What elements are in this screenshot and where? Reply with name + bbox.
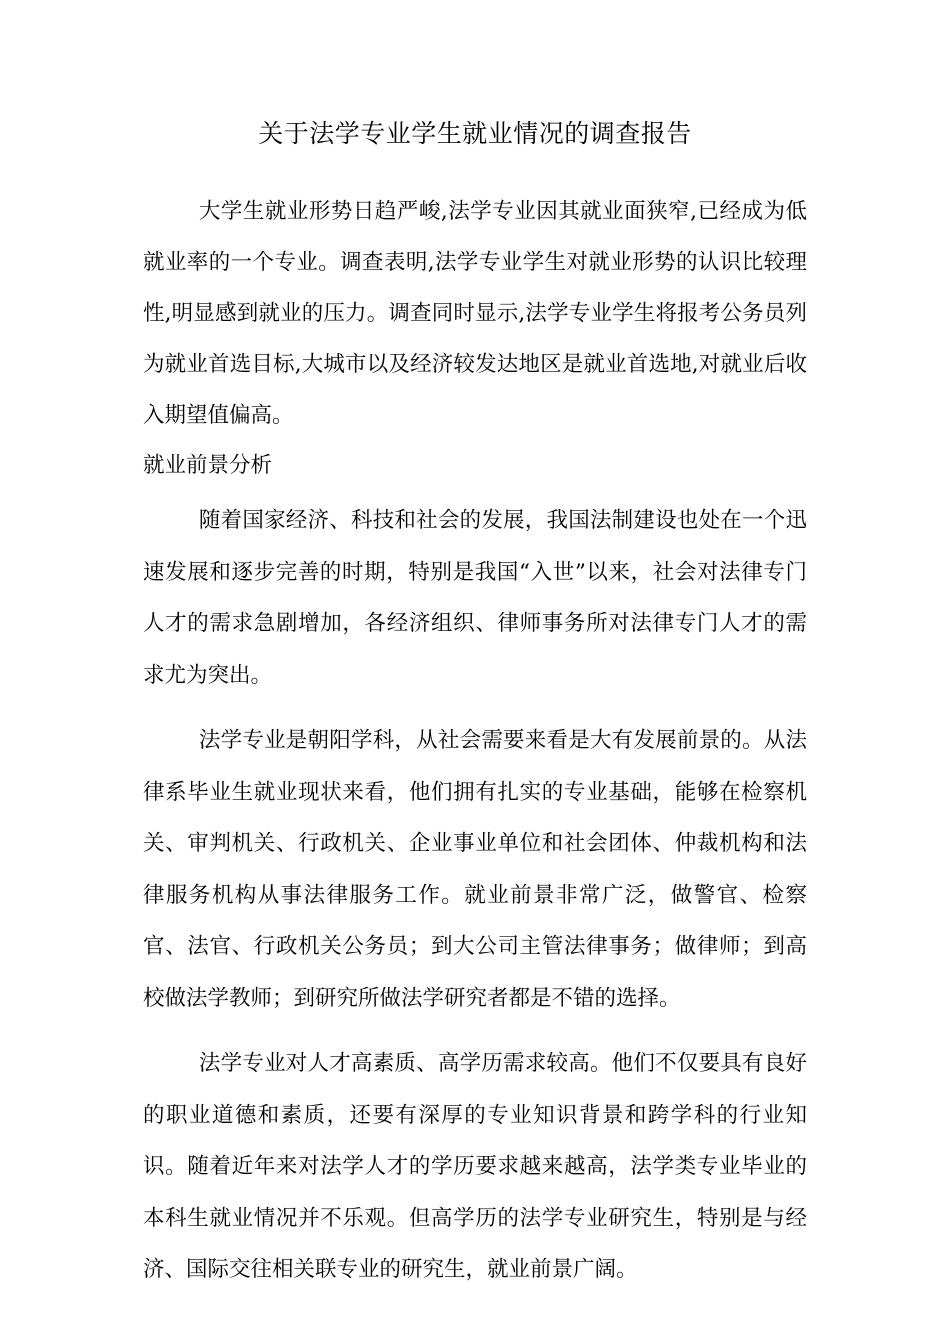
intro-paragraph: 大学生就业形势日趋严峻,法学专业因其就业面狭窄,已经成为低就业率的一个专业。调查表明,法学专业学生对就业形势的认识比较理性,明显感到就业的压力。调查同时显示,法学专业学生将报考公务员列为就业首选目标,大城市以及经济较发达地区是就业首选地,对就业后收入期望值偏高。 [143, 199, 807, 428]
section-heading: 就业前景分析 [143, 453, 273, 478]
document-body [143, 186, 807, 1296]
document-title: 关于法学专业学生就业情况的调查报告 [258, 119, 692, 148]
body-paragraph: 随着国家经济、科技和社会的发展，我国法制建设也处在一个迅速发展和逐步完善的时期，特别是我国“入世”以来，社会对法律专门人才的需求急剧增加，各经济组织、律师事务所对法律专门人才的需求尤为突出。 [143, 508, 807, 688]
body-paragraph: 法学专业对人才高素质、高学历需求较高。他们不仅要具有良好的职业道德和素质，还要有深厚的专业知识背景和跨学科的行业知识。随着近年来对法学人才的学历要求越来越高，法学类专业毕业的本科生就业情况并不乐观。但高学历的法学专业研究生，特别是与经济、国际交往相关联专业的研究生，就业前景广阔。 [143, 1051, 807, 1282]
body-paragraph: 法学专业是朝阳学科，从社会需要来看是大有发展前景的。从法律系毕业生就业现状来看，他们拥有扎实的专业基础，能够在检察机关、审判机关、行政机关、企业事业单位和社会团体、仲裁机构和法律服务机构从事法律服务工作。就业前景非常广泛，做警官、检察官、法官、行政机关公务员；到大公司主管法律事务；做律师；到高校做法学教师；到研究所做法学研究者都是不错的选择。 [143, 728, 807, 1011]
